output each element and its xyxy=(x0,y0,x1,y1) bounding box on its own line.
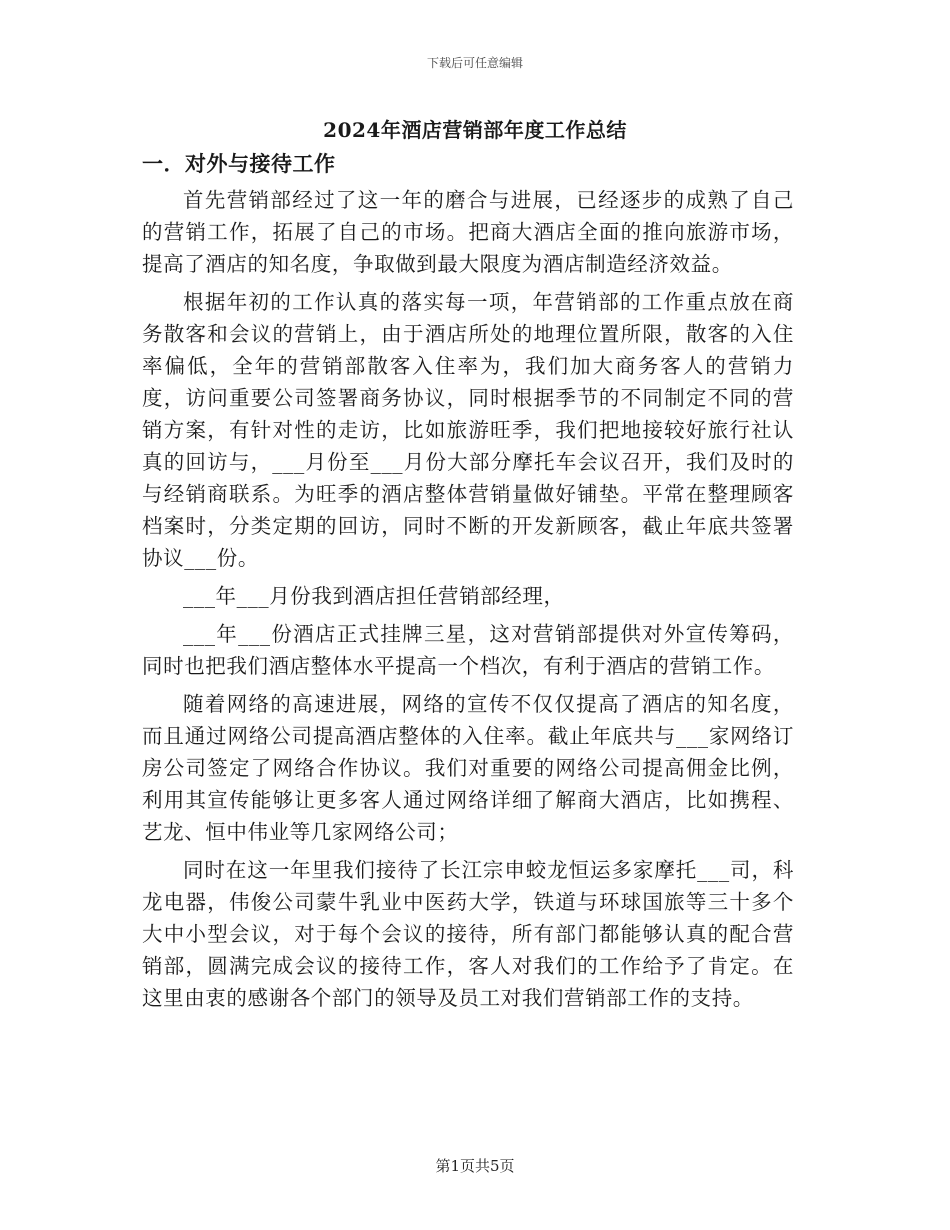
paragraph: 首先营销部经过了这一年的磨合与进展，已经逐步的成熟了自己的营销工作，拓展了自己的市场。把商大酒店全面的推向旅游市场，提高了酒店的知名度，争取做到最大限度为酒店制造经济效益。 xyxy=(142,188,794,276)
page-footer: 第1页共5页 xyxy=(435,1157,515,1175)
document-title: 2024年酒店营销部年度工作总结 xyxy=(323,118,627,142)
paragraph: ___年___份酒店正式挂牌三星，这对营销部提供对外宣传筹码，同时也把我们酒店整体水平提高一个档次，有利于酒店的营销工作。 xyxy=(142,622,794,678)
paragraph: ___年___月份我到酒店担任营销部经理， xyxy=(183,584,565,608)
paragraph: 根据年初的工作认真的落实每一项，年营销部的工作重点放在商务散客和会议的营销上，由于酒店所处的地理位置所限，散客的入住率偏低，全年的营销部散客入住率为，我们加大商务客人的营销力度，访问重要公司签署商务协议，同时根据季节的不同制定不同的营销方案，有针对性的走访，比如旅游旺季，我们把地接较好旅行社认真的回访与，___月份至___月份大部分摩托车会议召开，我们及时的与经销商联系。为旺季的酒店整体营销量做好铺垫。平常在整理顾客档案时，分类定期的回访，同时不断的开发新顾客，截止年底共签署协议___份。 xyxy=(142,290,794,570)
section-heading: 一．对外与接待工作 xyxy=(142,151,336,176)
paragraph: 随着网络的高速进展，网络的宣传不仅仅提高了酒店的知名度，而且通过网络公司提高酒店整体的入住率。截止年底共与___家网络订房公司签定了网络合作协议。我们对重要的网络公司提高佣金比例，利用其宣传能够让更多客人通过网络详细了解商大酒店，比如携程、艺龙、恒中伟业等几家网络公司； xyxy=(142,692,794,844)
paragraph: 同时在这一年里我们接待了长江宗申蛟龙恒运多家摩托___司，科龙电器，伟俊公司蒙牛乳业中医药大学，铁道与环球国旅等三十多个大中小型会议，对于每个会议的接待，所有部门都能够认真的配合营销部，圆满完成会议的接待工作，客人对我们的工作给予了肯定。在这里由衷的感谢各个部门的领导及员工对我们营销部工作的支持。 xyxy=(142,858,794,1010)
header-note: 下载后可任意编辑 xyxy=(426,56,523,70)
document-body xyxy=(142,184,794,1020)
